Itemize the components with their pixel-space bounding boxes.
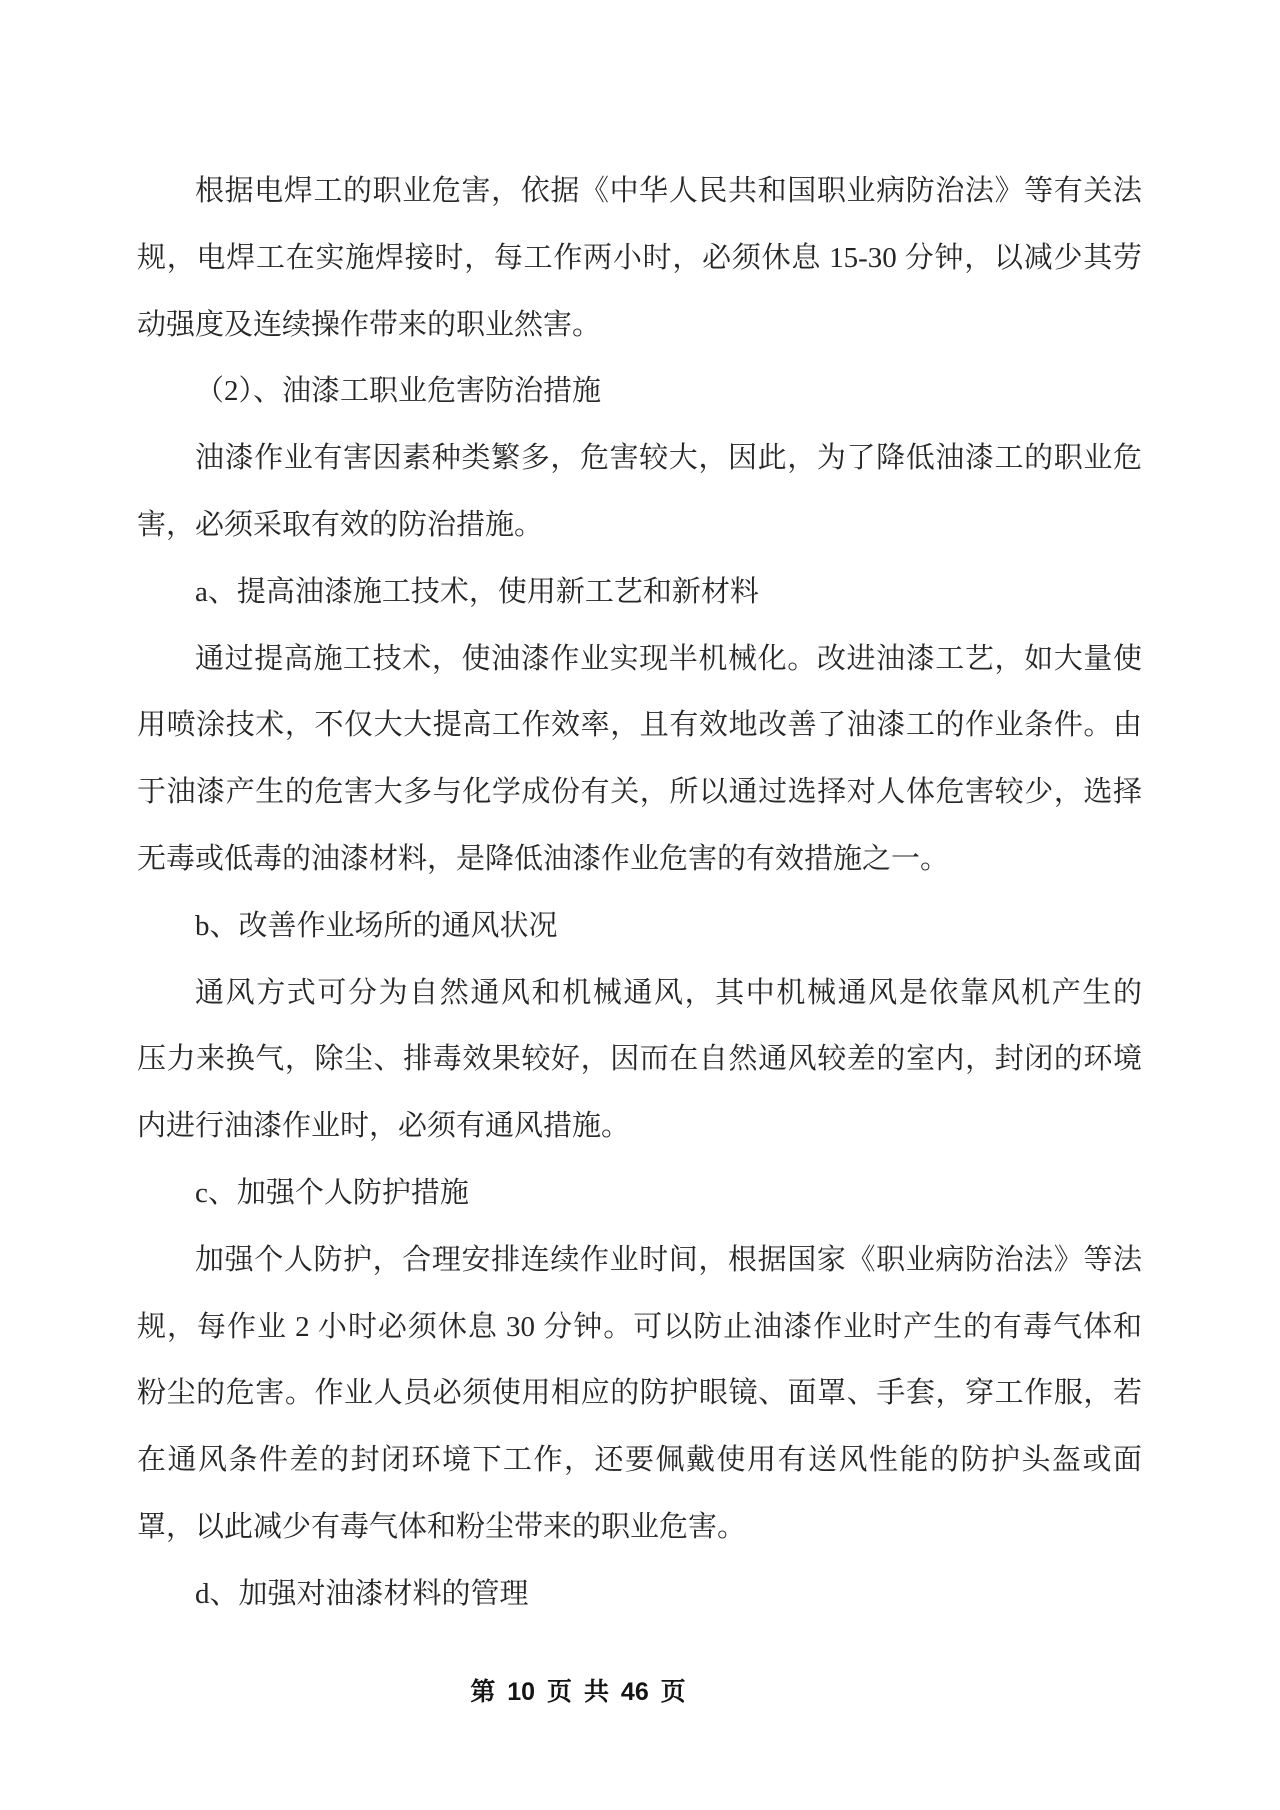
text-line: 油漆作业有害因素种类繁多，危害较大，因此，为了降低油漆工的职业危 xyxy=(195,442,1142,475)
page-number-footer: 第 10 页 共 46 页 xyxy=(470,1678,686,1706)
text-line: b、改善作业场所的通风状况 xyxy=(195,909,558,942)
text-line: 用喷涂技术，不仅大大提高工作效率，且有效地改善了油漆工的作业条件。由 xyxy=(137,709,1142,742)
text-line: 害，必须采取有效的防治措施。 xyxy=(137,508,544,541)
text-body xyxy=(137,158,1142,1628)
text-line: 通过提高施工技术，使油漆作业实现半机械化。改进油漆工艺，如大量使 xyxy=(195,642,1142,675)
text-line: 根据电焊工的职业危害，依据《中华人民共和国职业病防治法》等有关法 xyxy=(195,175,1142,207)
text-line: （2）、油漆工职业危害防治措施 xyxy=(195,375,602,408)
text-line: 无毒或低毒的油漆材料，是降低油漆作业危害的有效措施之一。 xyxy=(137,842,950,875)
text-line: 粉尘的危害。作业人员必须使用相应的防护眼镜、面罩、手套，穿工作服，若 xyxy=(137,1377,1142,1410)
text-line: 压力来换气，除尘、排毒效果较好，因而在自然通风较差的室内，封闭的环境 xyxy=(137,1043,1142,1076)
text-line: 在通风条件差的封闭环境下工作，还要佩戴使用有送风性能的防护头盔或面 xyxy=(137,1444,1142,1477)
text-line: 规，每作业 2 小时必须休息 30 分钟。可以防止油漆作业时产生的有毒气体和 xyxy=(137,1310,1142,1343)
text-line: d、加强对油漆材料的管理 xyxy=(195,1577,529,1610)
text-line: 罩，以此减少有毒气体和粉尘带来的职业危害。 xyxy=(137,1510,747,1543)
text-line: c、加强个人防护措施 xyxy=(195,1176,469,1209)
text-line: 规，电焊工在实施焊接时，每工作两小时，必须休息 15-30 分钟，以减少其劳 xyxy=(137,241,1142,274)
text-line: 动强度及连续操作带来的职业然害。 xyxy=(137,308,602,341)
text-line: a、提高油漆施工技术，使用新工艺和新材料 xyxy=(195,575,759,608)
text-line: 加强个人防护，合理安排连续作业时间，根据国家《职业病防治法》等法 xyxy=(195,1243,1142,1276)
text-line: 内进行油漆作业时，必须有通风措施。 xyxy=(137,1110,631,1143)
text-line: 于油漆产生的危害大多与化学成份有关，所以通过选择对人体危害较少，选择 xyxy=(137,776,1142,809)
text-line: 通风方式可分为自然通风和机械通风，其中机械通风是依靠风机产生的 xyxy=(195,976,1142,1009)
